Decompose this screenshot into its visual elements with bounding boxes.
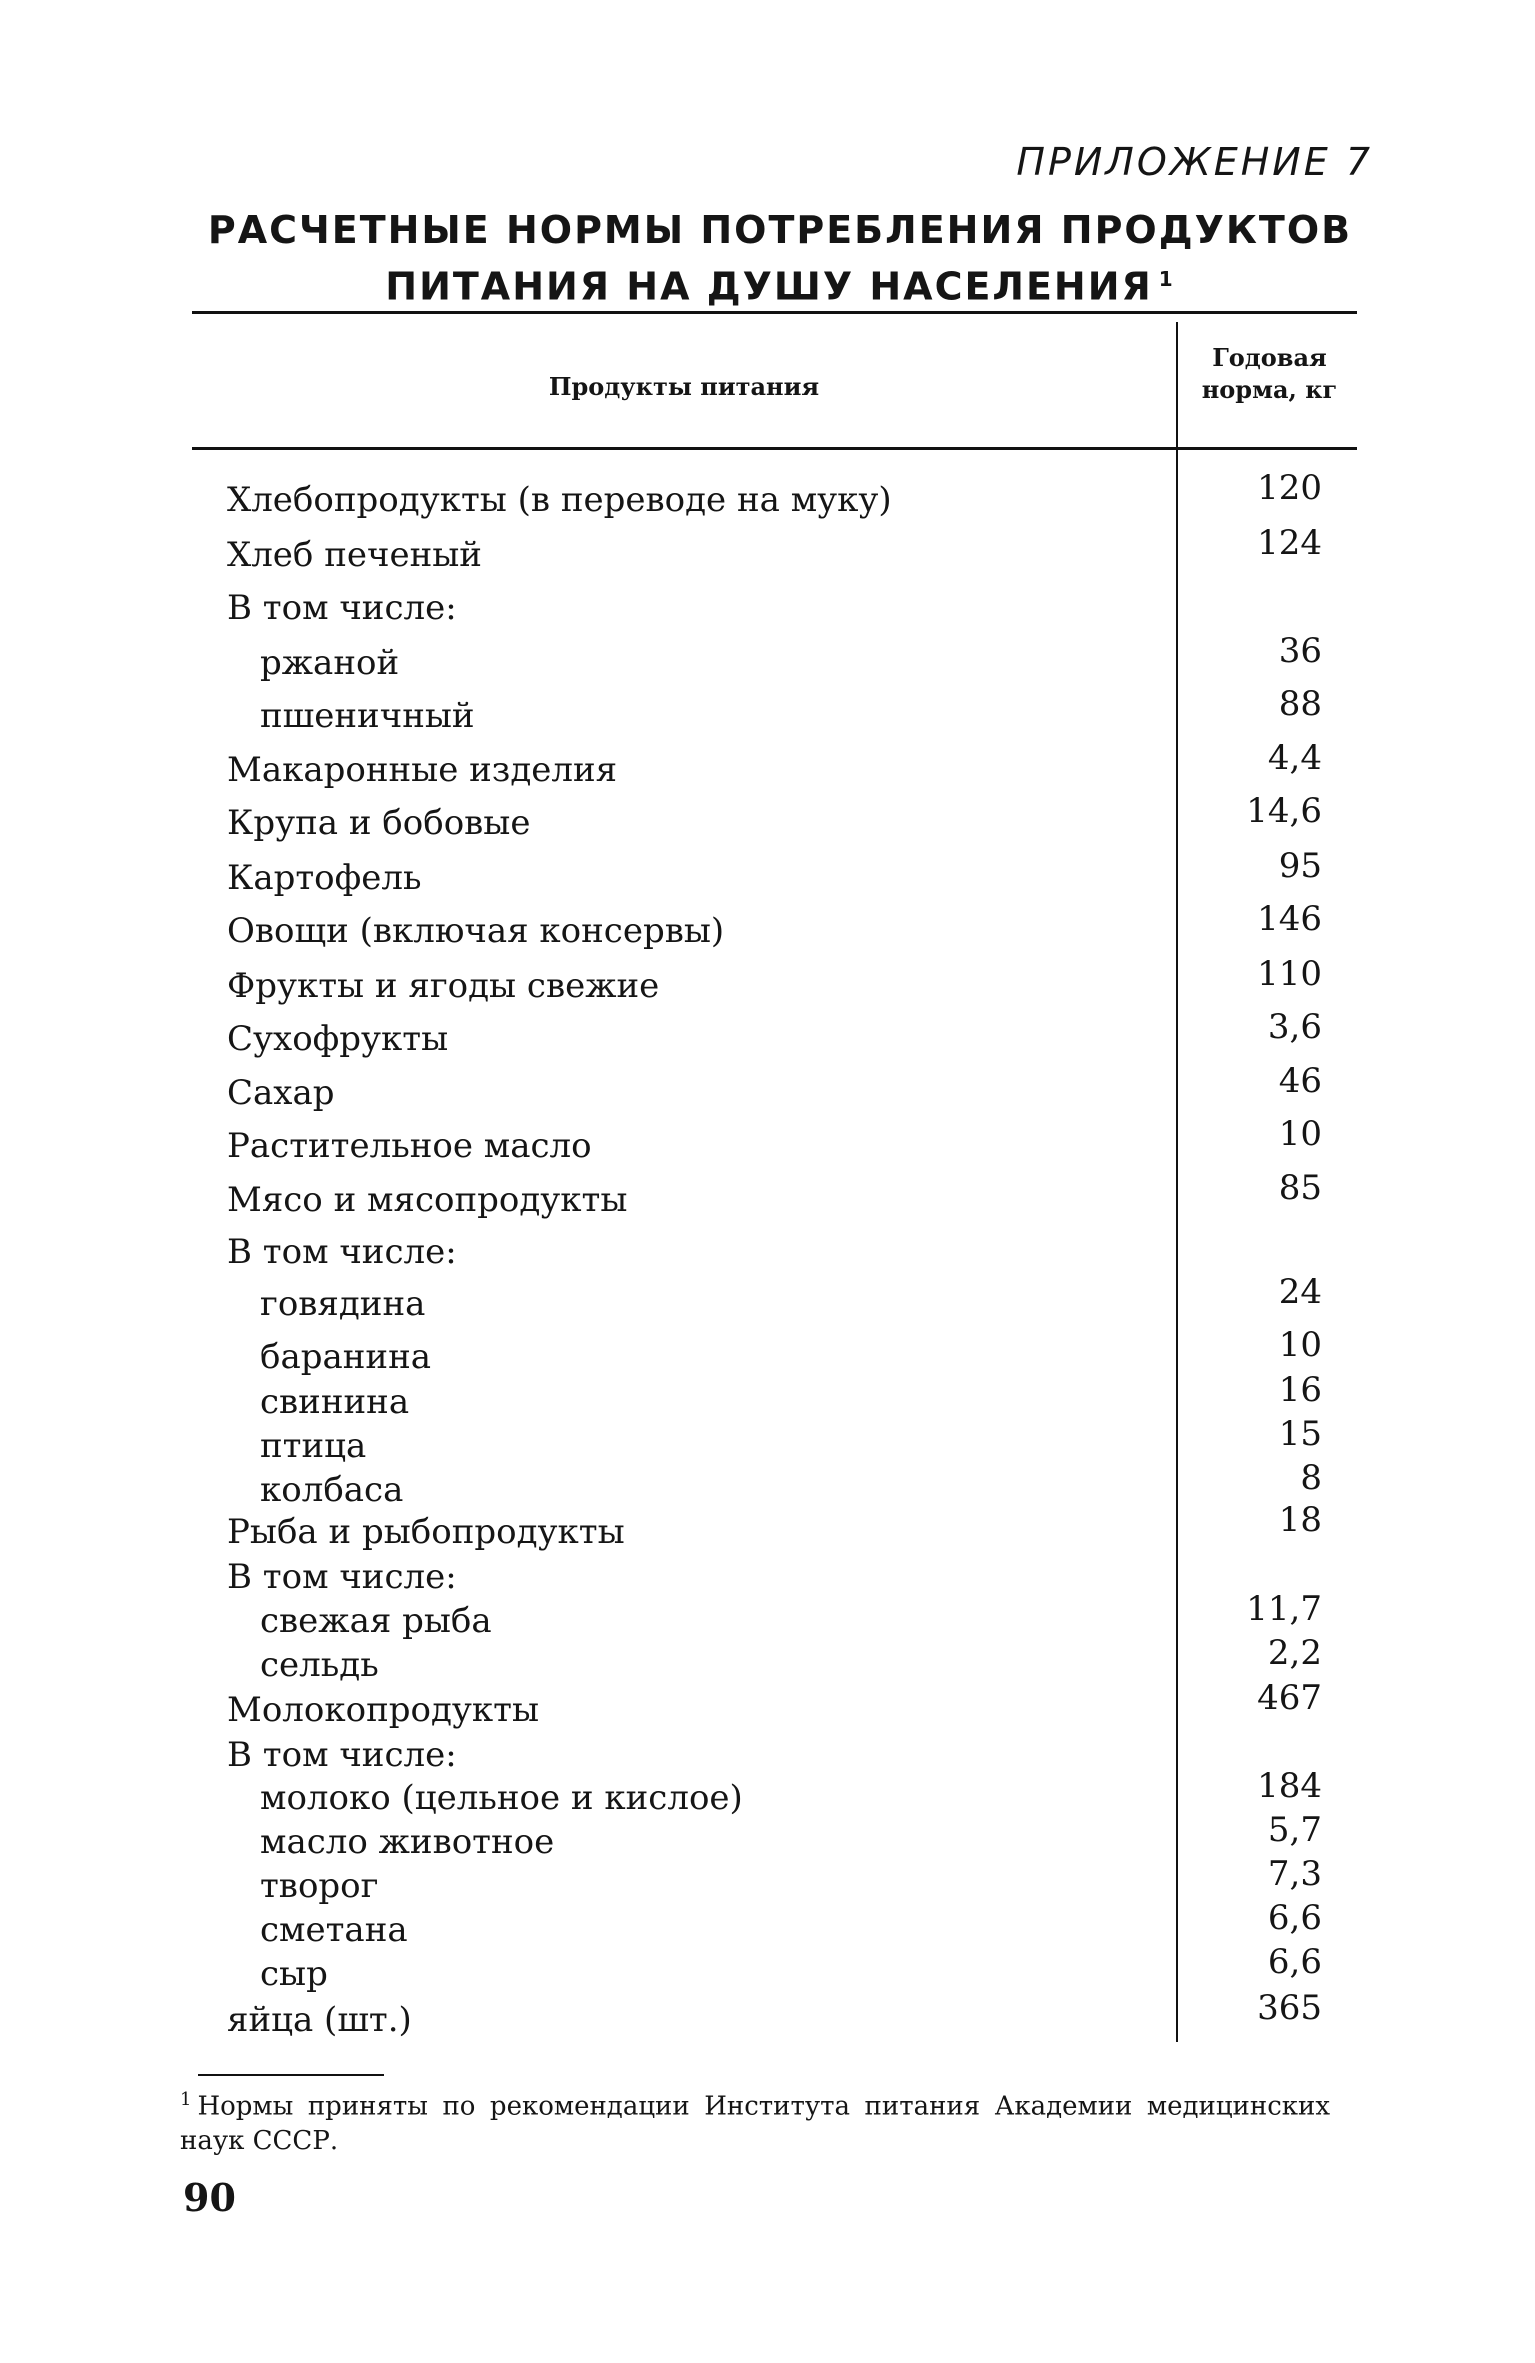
page-number: 90 <box>183 2175 236 2220</box>
row-value: 467 <box>1257 1678 1322 1718</box>
title-text-1: РАСЧЕТНЫЕ НОРМЫ ПОТРЕБЛЕНИЯ ПРОДУКТОВ <box>207 208 1353 252</box>
row-label: ржаной <box>260 643 400 683</box>
table-row <box>0 1272 1535 1328</box>
row-label: свежая рыба <box>260 1601 492 1641</box>
row-label: яйца (шт.) <box>227 2000 412 2040</box>
table-row <box>0 1168 1535 1224</box>
table-row <box>0 954 1535 1010</box>
row-label: говядина <box>260 1284 426 1324</box>
table-row <box>0 1232 1535 1276</box>
row-label: масло животное <box>260 1822 555 1862</box>
column-header-norm <box>1182 342 1357 406</box>
row-label: В том числе: <box>227 1232 457 1272</box>
row-label: колбаса <box>260 1470 404 1510</box>
table-row <box>0 1678 1535 1734</box>
footnote-rule <box>198 2074 384 2076</box>
row-label: Сухофрукты <box>227 1019 449 1059</box>
row-label: птица <box>260 1426 367 1466</box>
row-value: 8 <box>1300 1458 1322 1498</box>
table-top-rule <box>192 311 1357 314</box>
row-value: 85 <box>1278 1168 1322 1208</box>
row-value: 110 <box>1257 954 1322 994</box>
row-value: 10 <box>1278 1114 1322 1154</box>
table-row <box>0 588 1535 632</box>
row-label: В том числе: <box>227 1735 457 1775</box>
row-value: 2,2 <box>1267 1633 1322 1673</box>
row-label: Рыба и рыбопродукты <box>227 1512 625 1552</box>
column-header-product: Продукты питания <box>548 372 820 401</box>
row-value: 6,6 <box>1267 1898 1322 1938</box>
row-value: 10 <box>1278 1325 1322 1365</box>
table-row <box>0 631 1535 687</box>
row-label: Макаронные изделия <box>227 750 618 790</box>
row-value: 124 <box>1257 523 1322 563</box>
title-footnote-ref: 1 <box>1158 267 1175 291</box>
row-label: сметана <box>260 1910 408 1950</box>
table-row <box>0 523 1535 579</box>
row-value: 18 <box>1278 1500 1322 1540</box>
footnote-text: Нормы приняты по рекомендации Института питания Академии медицинских наук СССР. <box>180 2091 1330 2156</box>
table-row <box>0 1988 1535 2044</box>
row-value: 15 <box>1278 1414 1322 1454</box>
column-header-norm-line-1: Годовая <box>1212 343 1327 372</box>
appendix-label: ПРИЛОЖЕНИЕ 7 <box>1016 140 1373 184</box>
row-label: Крупа и бобовые <box>227 803 531 843</box>
row-label: баранина <box>260 1337 432 1377</box>
row-value: 14,6 <box>1246 791 1322 831</box>
row-label: свинина <box>260 1382 410 1422</box>
row-label: Сахар <box>227 1073 335 1113</box>
table-row <box>0 1500 1535 1556</box>
row-label: В том числе: <box>227 1557 457 1597</box>
row-value: 46 <box>1278 1061 1322 1101</box>
row-value: 5,7 <box>1267 1810 1322 1850</box>
title-text-2: ПИТАНИЯ НА ДУШУ НАСЕЛЕНИЯ <box>385 264 1153 309</box>
table-row <box>0 738 1535 794</box>
table-row <box>0 791 1535 847</box>
footnote-mark: 1 <box>180 2089 192 2110</box>
row-value: 7,3 <box>1267 1854 1322 1894</box>
row-label: молоко (цельное и кислое) <box>260 1778 743 1818</box>
row-value: 120 <box>1257 468 1322 508</box>
table-header-rule <box>192 447 1357 450</box>
page-title-line-2 <box>190 254 1370 312</box>
row-label: Хлебопродукты (в переводе на муку) <box>227 480 892 520</box>
row-label: Фрукты и ягоды свежие <box>227 966 660 1006</box>
row-value: 365 <box>1257 1988 1322 2028</box>
table-row <box>0 899 1535 955</box>
row-label: Растительное масло <box>227 1126 592 1166</box>
column-header-norm-line-2: норма, кг <box>1201 375 1338 404</box>
row-value: 16 <box>1278 1370 1322 1410</box>
row-value: 4,4 <box>1267 738 1322 778</box>
page-title-line-1 <box>190 205 1370 255</box>
row-label: Молокопродукты <box>227 1690 540 1730</box>
row-value: 88 <box>1278 684 1322 724</box>
row-label: Хлеб печеный <box>227 535 482 575</box>
row-value: 184 <box>1257 1766 1322 1806</box>
row-label: пшеничный <box>260 696 475 736</box>
table-row <box>0 1007 1535 1063</box>
row-label: творог <box>260 1866 379 1906</box>
table-row <box>0 1114 1535 1170</box>
table-row <box>0 1061 1535 1117</box>
table-row <box>0 468 1535 524</box>
row-label: Мясо и мясопродукты <box>227 1180 628 1220</box>
row-label: Овощи (включая консервы) <box>227 911 725 951</box>
row-value: 3,6 <box>1267 1007 1322 1047</box>
row-value: 11,7 <box>1246 1589 1322 1629</box>
row-value: 36 <box>1278 631 1322 671</box>
row-label: Картофель <box>227 858 422 898</box>
row-label: В том числе: <box>227 588 457 628</box>
row-value: 146 <box>1257 899 1322 939</box>
row-label: сыр <box>260 1954 328 1994</box>
row-value: 95 <box>1278 846 1322 886</box>
row-label: сельдь <box>260 1645 379 1685</box>
row-value: 6,6 <box>1267 1942 1322 1982</box>
table-row <box>0 846 1535 902</box>
footnote <box>180 2083 1330 2158</box>
row-value: 24 <box>1278 1272 1322 1312</box>
table-row <box>0 684 1535 740</box>
